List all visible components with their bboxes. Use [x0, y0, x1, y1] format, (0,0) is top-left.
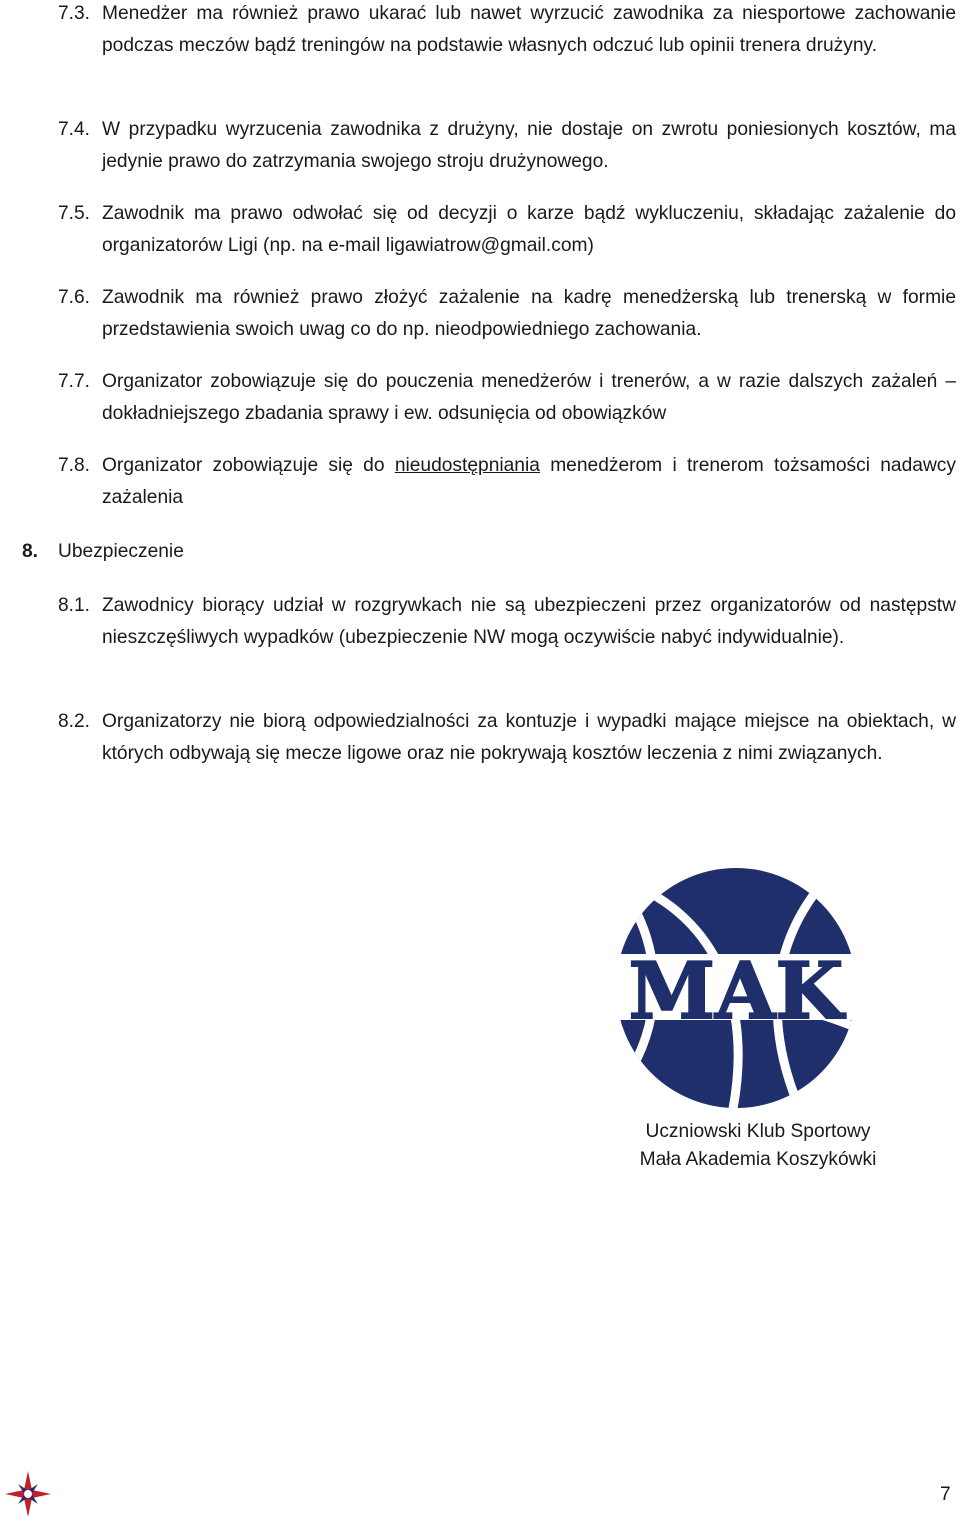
- paragraph-7-5: [58, 198, 956, 262]
- basketball-logo-icon: [612, 864, 860, 1112]
- paragraph-number: 7.5.: [58, 203, 91, 224]
- paragraph-number: 7.6.: [58, 287, 91, 308]
- paragraph-number: 7.3.: [58, 3, 91, 24]
- compass-star-icon: [4, 1470, 52, 1518]
- paragraph-number: 8.1.: [58, 595, 91, 616]
- paragraph-text: Zawodnik ma prawo odwołać się od decyzji o karze bądź wykluczeniu, składając zażalenie do organizatorów Ligi (np. na e-mail ligawiatrow@gmail.com): [102, 203, 956, 256]
- paragraph-text: W przypadku wyrzucenia zawodnika z drużyny, nie dostaje on zwrotu poniesionych kosztów, ma jedynie prawo do zatrzymania swojego stroju drużynowego.: [102, 119, 956, 172]
- paragraph-7-8: [58, 450, 956, 514]
- section-title: Ubezpieczenie: [58, 541, 184, 562]
- paragraph-7-4: [58, 114, 956, 178]
- text-after: menedżerom i trenerom tożsamości nadawcy zażalenia: [102, 455, 956, 508]
- page-number: 7: [940, 1484, 951, 1505]
- paragraph-number: 8.2.: [58, 711, 91, 732]
- paragraph-number: 7.7.: [58, 371, 91, 392]
- section-heading: [22, 536, 184, 568]
- logo-text: MAK: [628, 946, 844, 1037]
- paragraph-number: 7.4.: [58, 119, 91, 140]
- paragraph-7-7: [58, 366, 956, 430]
- paragraph-text: Zawodnicy biorący udział w rozgrywkach nie są ubezpieczeni przez organizatorów od następstw nieszczęśliwych wypadków (ubezpieczenie NW mogą oczywiście nabyć indywidualnie).: [102, 595, 956, 648]
- club-name: [600, 1118, 916, 1174]
- paragraph-text: Organizatorzy nie biorą odpowiedzialności za kontuzje i wypadki mające miejsce na obiektach, w których odbywają się mecze ligowe oraz nie pokrywają kosztów leczenia z nimi związanych.: [102, 711, 956, 764]
- paragraph-text: Menedżer ma również prawo ukarać lub nawet wyrzucić zawodnika za niesportowe zachowanie podczas meczów bądź treningów na podstawie własnych odczuć lub opinii trenera drużyny.: [102, 3, 956, 56]
- paragraph-8-2: [58, 706, 956, 770]
- underlined-word: nieudostępniania: [394, 455, 540, 476]
- paragraph-text: [102, 450, 956, 514]
- paragraph-7-3: [58, 0, 956, 62]
- paragraph-8-1: [58, 590, 956, 654]
- paragraph-7-6: [58, 282, 956, 346]
- text-before: Organizator zobowiązuje się do: [102, 455, 395, 476]
- paragraph-text: Organizator zobowiązuje się do pouczenia menedżerów i trenerów, a w razie dalszych zażaleń – dokładniejszego zbadania sprawy i ew. odsunięcia od obowiązków: [102, 371, 956, 424]
- section-number: 8.: [22, 541, 39, 562]
- club-line-2: Mała Akademia Koszykówki: [639, 1149, 877, 1170]
- paragraph-number: 7.8.: [58, 455, 91, 476]
- paragraph-text: Zawodnik ma również prawo złożyć zażalenie na kadrę menedżerską lub trenerską w formie przedstawienia swoich uwag co do np. nieodpowiedniego zachowania.: [102, 287, 956, 340]
- club-line-1: Uczniowski Klub Sportowy: [645, 1121, 871, 1142]
